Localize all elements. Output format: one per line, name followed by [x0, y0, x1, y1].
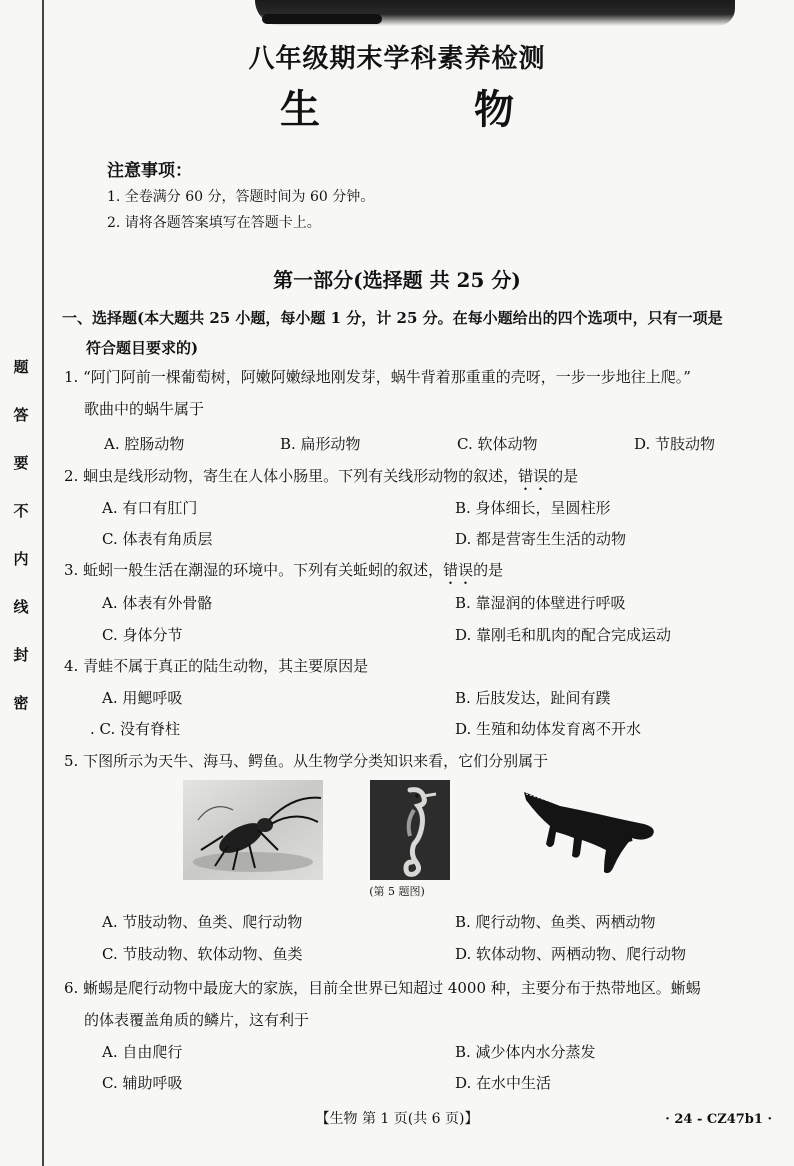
q3-emphasis: 错误: [443, 561, 474, 579]
section-instructions: [62, 303, 782, 363]
q3-option-c: C. 身体分节: [102, 626, 183, 644]
seahorse-image: [370, 780, 450, 880]
q6-option-b: B. 减少体内水分蒸发: [455, 1043, 596, 1061]
q5-option-a: A. 节肢动物、鱼类、爬行动物: [102, 913, 303, 931]
binding-char: 题: [13, 358, 29, 376]
q2-emphasis: 错误: [518, 467, 549, 485]
q4-option-b: B. 后肢发达，趾间有蹼: [455, 689, 611, 707]
subject-title: 生 物: [280, 86, 584, 133]
question-2-stem: [64, 465, 784, 494]
binding-line: [42, 0, 44, 1166]
q4-option-c: . C. 没有脊柱: [90, 720, 181, 738]
question-6-stem: 6. 蜥蜴是爬行动物中最庞大的家族，目前全世界已知超过 4000 种，主要分布于热带地区。蜥蜴: [64, 979, 701, 997]
part-title: 第一部分(选择题 共 25 分): [273, 268, 521, 292]
binding-char: 内: [13, 550, 29, 568]
q2-option-a: A. 有口有肛门: [102, 499, 198, 517]
q5-option-d: D. 软体动物、两栖动物、爬行动物: [455, 945, 687, 963]
binding-char: 答: [13, 406, 29, 424]
question-1-stem-cont: 歌曲中的蜗牛属于: [84, 400, 205, 418]
q1-option-b: B. 扁形动物: [280, 435, 361, 453]
q3-stem-text: 3. 蚯蚓一般生活在潮湿的环境中。下列有关蚯蚓的叙述，: [64, 561, 444, 579]
q6-option-a: A. 自由爬行: [102, 1043, 183, 1061]
binding-char: 不: [13, 502, 29, 520]
q4-option-a: A. 用鳃呼吸: [102, 689, 183, 707]
crocodile-image: [520, 780, 660, 880]
notice-heading: 注意事项：: [107, 161, 192, 181]
question-4-stem: 4. 青蛙不属于真正的陆生动物，其主要原因是: [64, 657, 369, 675]
question-1-stem: 1. “阿门阿前一棵葡萄树，阿嫩阿嫩绿地刚发芽，蜗牛背着那重重的壳呀，一步一步地往上爬。”: [64, 368, 691, 386]
figure-caption: (第 5 题图): [369, 885, 425, 898]
q1-option-a: A. 腔肠动物: [104, 435, 185, 453]
binding-margin-text: [8, 360, 34, 744]
exam-code: · 24 - CZ47b1 ·: [665, 1112, 772, 1127]
section-line: 符合题目要求的): [86, 339, 199, 357]
scan-shadow-mark: [262, 14, 382, 24]
question-6-stem-cont: 的体表覆盖角质的鳞片，这有利于: [84, 1011, 310, 1029]
q6-option-c: C. 辅助呼吸: [102, 1074, 183, 1092]
binding-char: 密: [13, 694, 29, 712]
q3-stem-end: 的是: [473, 561, 504, 579]
q2-option-c: C. 体表有角质层: [102, 530, 213, 548]
binding-char: 封: [13, 646, 29, 664]
notice-item: 2. 请将各题答案填写在答题卡上。: [107, 215, 321, 231]
q3-option-d: D. 靠刚毛和肌肉的配合完成运动: [455, 626, 672, 644]
q4-option-d: D. 生殖和幼体发育离不开水: [455, 720, 642, 738]
q1-option-c: C. 软体动物: [457, 435, 538, 453]
q2-stem-end: 的是: [548, 467, 579, 485]
notice-item: 1. 全卷满分 60 分，答题时间为 60 分钟。: [107, 189, 375, 205]
q2-option-b: B. 身体细长，呈圆柱形: [455, 499, 611, 517]
q3-option-b: B. 靠湿润的体壁进行呼吸: [455, 594, 626, 612]
q1-option-d: D. 节肢动物: [634, 435, 716, 453]
q3-option-a: A. 体表有外骨骼: [102, 594, 213, 612]
longhorn-beetle-image: [183, 780, 323, 880]
question-5-stem: 5. 下图所示为天牛、海马、鳄鱼。从生物学分类知识来看，它们分别属于: [64, 752, 549, 770]
q2-stem-text: 2. 蛔虫是线形动物，寄生在人体小肠里。下列有关线形动物的叙述，: [64, 467, 519, 485]
q2-option-d: D. 都是营寄生生活的动物: [455, 530, 627, 548]
q6-option-d: D. 在水中生活: [455, 1074, 552, 1092]
binding-char: 要: [13, 454, 29, 472]
exam-title: 八年级期末学科素养检测: [248, 44, 546, 74]
question-3-stem: [64, 559, 784, 588]
binding-char: 线: [13, 598, 29, 616]
section-line: 一、选择题(本大题共 25 小题，每小题 1 分，计 25 分。在每小题给出的四个选项中，只有一项是: [62, 309, 723, 327]
q5-option-b: B. 爬行动物、鱼类、两栖动物: [455, 913, 656, 931]
page-footer: 【生物 第 1 页(共 6 页)】: [315, 1111, 479, 1127]
q5-option-c: C. 节肢动物、软体动物、鱼类: [102, 945, 303, 963]
